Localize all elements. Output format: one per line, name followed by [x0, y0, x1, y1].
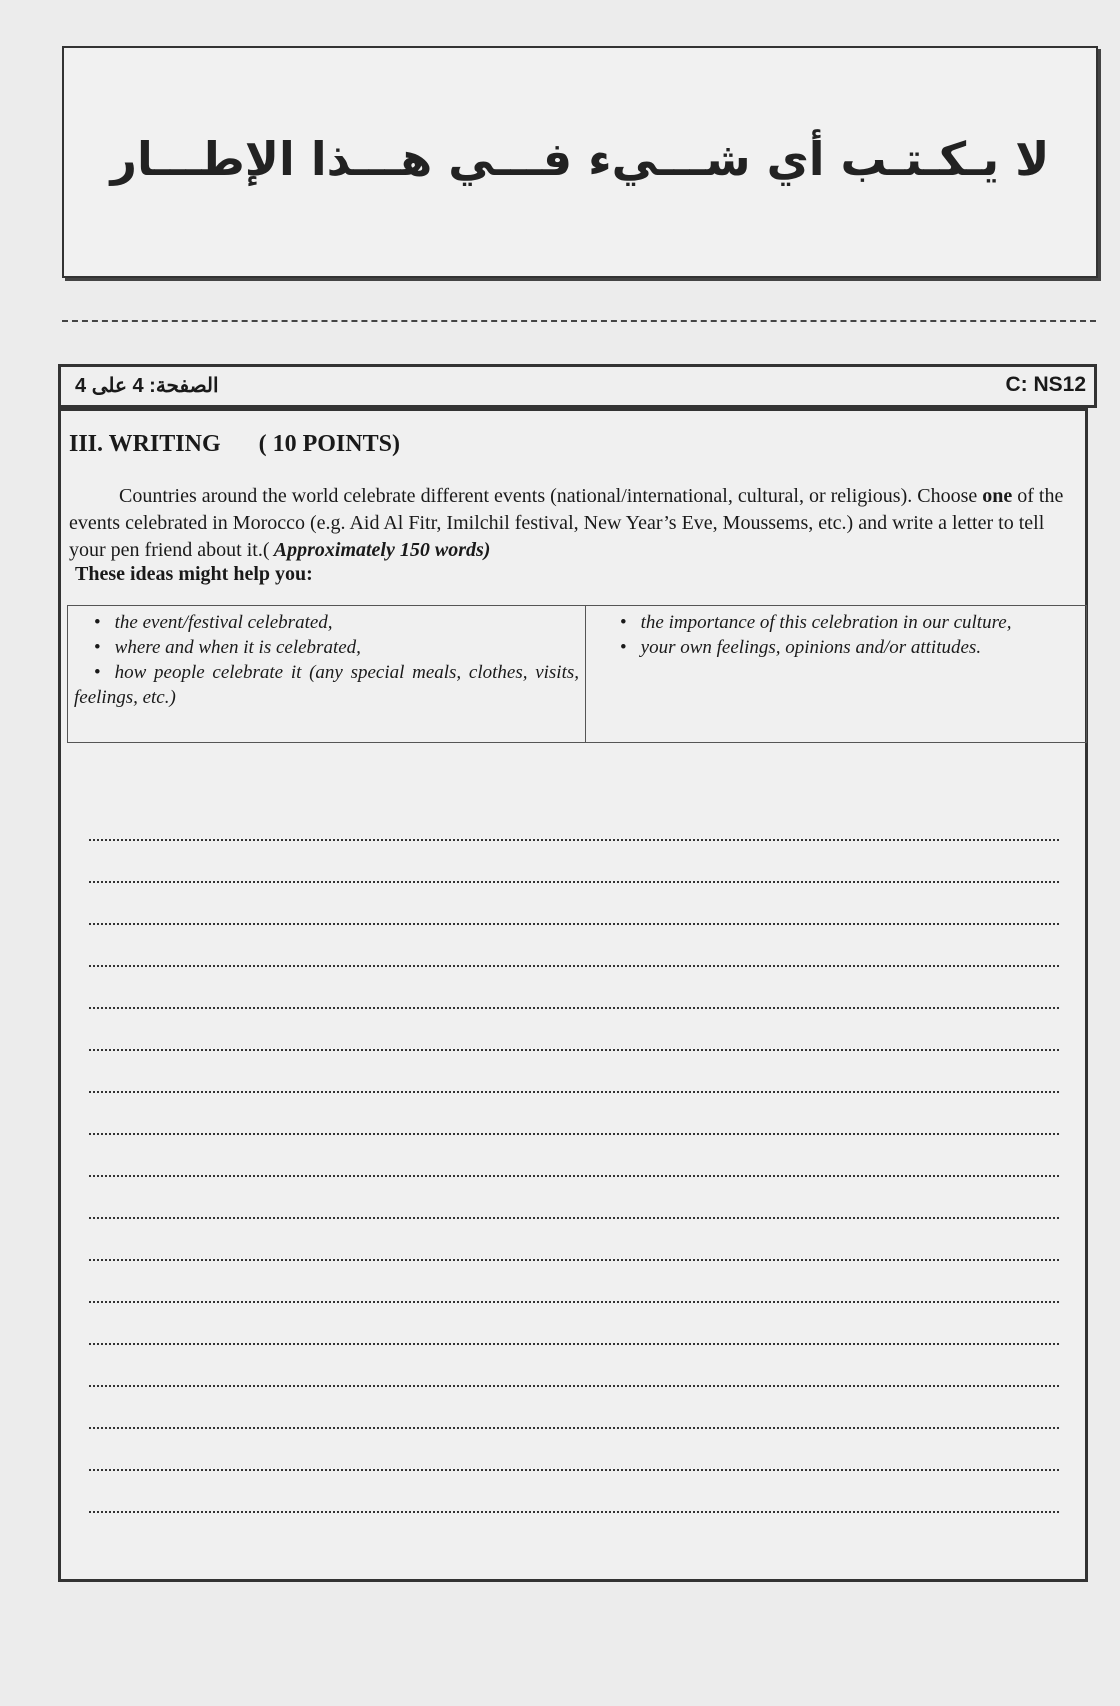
- answer-lines[interactable]: [89, 799, 1059, 1513]
- section-heading: III. WRITING: [69, 431, 221, 457]
- answer-line[interactable]: [89, 1051, 1059, 1093]
- cut-line: [62, 320, 1096, 322]
- intro-text: Countries around the world celebrate different events (national/international, cultural, or religious). Choose: [119, 485, 983, 507]
- answer-line[interactable]: [89, 1219, 1059, 1261]
- section-title: [69, 431, 400, 458]
- answer-line[interactable]: [89, 1261, 1059, 1303]
- answer-line[interactable]: [89, 1471, 1059, 1513]
- word-count: Approximately 150 words): [269, 539, 491, 561]
- answer-line[interactable]: [89, 1177, 1059, 1219]
- answer-line[interactable]: [89, 1009, 1059, 1051]
- ideas-table: [67, 605, 1087, 743]
- answer-line[interactable]: [89, 1429, 1059, 1471]
- answer-line[interactable]: [89, 925, 1059, 967]
- answer-line[interactable]: [89, 799, 1059, 841]
- ideas-left: [68, 606, 586, 742]
- answer-line[interactable]: [89, 1093, 1059, 1135]
- page-total: 4: [75, 375, 87, 397]
- help-heading: These ideas might help you:: [75, 563, 313, 585]
- instructions: [69, 483, 1079, 564]
- idea-item: • how people celebrate it (any special meals, clothes, visits, feelings, etc.): [74, 660, 579, 710]
- intro-text-2: of the events celebrated in Morocco (e.g. Aid Al Fitr, Imilchil festival, New Year’s Eve, Moussems, etc.) and write a letter to tell your pen friend about it.(: [69, 485, 1064, 561]
- page-label: الصفحة:: [149, 375, 219, 397]
- answer-line[interactable]: [89, 883, 1059, 925]
- idea-item: • where and when it is celebrated,: [74, 635, 579, 660]
- idea-item: • your own feelings, opinions and/or attitudes.: [600, 635, 1080, 660]
- idea-item: • the event/festival celebrated,: [74, 610, 579, 635]
- answer-line[interactable]: [89, 1135, 1059, 1177]
- intro-emphasis: one: [982, 485, 1013, 507]
- answer-line[interactable]: [89, 1345, 1059, 1387]
- page-of: على: [91, 375, 127, 397]
- page-current: 4: [132, 375, 144, 397]
- answer-line[interactable]: [89, 967, 1059, 1009]
- do-not-write-notice: لا يـكـتـب أي شـــيء فـــي هـــذا الإطـــار: [110, 132, 1050, 186]
- exam-code: C: NS12: [1005, 373, 1086, 396]
- answer-line[interactable]: [89, 1387, 1059, 1429]
- answer-line[interactable]: [89, 1303, 1059, 1345]
- do-not-write-box: [62, 46, 1098, 278]
- ideas-right: [586, 606, 1086, 742]
- page-header: [58, 364, 1097, 408]
- page-number: [75, 373, 219, 398]
- section-points: ( 10 POINTS): [258, 431, 400, 457]
- writing-section: [58, 408, 1088, 1582]
- answer-line[interactable]: [89, 841, 1059, 883]
- idea-item: • the importance of this celebration in our culture,: [600, 610, 1080, 635]
